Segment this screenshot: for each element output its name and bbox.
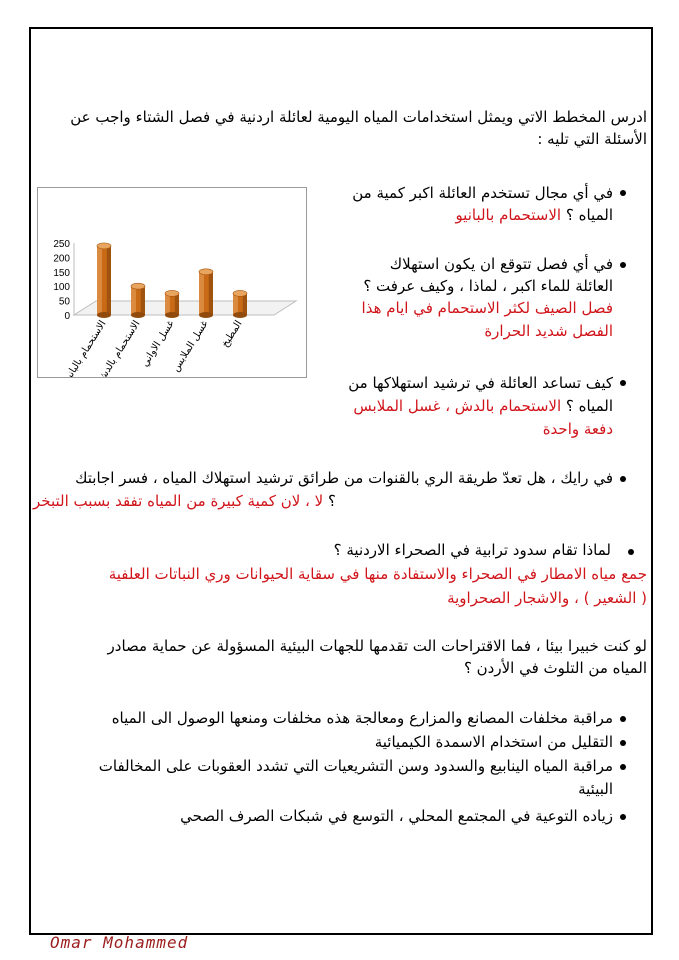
question-3-line-1: كيف تساعد العائلة في ترشيد استهلاكها من xyxy=(348,374,613,392)
suggestion-1: مراقبة مخلفات المصانع والمزارع ومعالجة هذه مخلفات ومنعها الوصول الى المياه xyxy=(111,709,613,727)
question-2-answer-line-1: فصل الصيف لكثر الاستحمام في ايام هذا xyxy=(361,299,613,317)
question-3-answer: الاستحمام بالدش ، غسل الملابس xyxy=(353,397,562,415)
question-1-text: المياه ؟ xyxy=(565,206,613,224)
y-tick-label-2: 100 xyxy=(53,282,70,294)
bar-chart xyxy=(37,187,307,378)
y-tick-label-4: 200 xyxy=(53,253,70,265)
x-tick-label-1: الاستحمام بالدش xyxy=(95,318,143,377)
y-tick-label-1: 50 xyxy=(58,296,70,308)
x-tick-label-3: غسل الملابس xyxy=(170,318,211,374)
bar-0 xyxy=(97,243,111,318)
bar-chart-svg xyxy=(38,188,306,377)
question-1-answer: الاستحمام بالبانيو xyxy=(455,206,562,224)
bar-2 xyxy=(165,290,179,318)
question-1-bullet xyxy=(620,190,626,196)
author-signature: Omar Mohammed xyxy=(50,933,189,952)
intro-line-2: الأسئلة التي تليه : xyxy=(537,130,647,148)
question-1-line-2 xyxy=(323,204,613,226)
question-3-answer-line-2: دفعة واحدة xyxy=(542,420,613,438)
question-2-line-1: في أي فصل تتوقع ان يكون استهلاك xyxy=(389,255,613,273)
suggestion-3-line-1: مراقبة المياه الينابيع والسدود وسن التشريعيات التي تشدد العقوبات على المخالفات xyxy=(98,757,613,775)
y-tick-label-5: 250 xyxy=(53,239,70,250)
question-1-line-1: في أي مجال تستخدم العائلة اكبر كمية من xyxy=(352,184,613,202)
question-4-line-1: في رايك ، هل تعدّ طريقة الري بالقنوات من طرائق ترشيد استهلاك المياه ، فسر اجابتك xyxy=(75,469,613,487)
question-3-text: المياه ؟ xyxy=(565,397,613,415)
suggestion-4-bullet xyxy=(620,814,626,820)
question-4-answer: لا ، لان كمية كبيرة من المياه تفقد بسبب التبخر xyxy=(33,492,324,510)
question-5-answer-line-2: ( الشعير ) ، والاشجار الصحراوية xyxy=(447,589,647,607)
expert-line-2: المياه من التلوث في الأردن ؟ xyxy=(463,659,647,677)
y-tick-label-3: 150 xyxy=(53,267,70,279)
suggestion-2: التقليل من استخدام الاسمدة الكيميائية xyxy=(374,733,613,751)
question-4-mark: ؟ xyxy=(327,492,336,510)
bar-4 xyxy=(233,290,247,318)
x-tick-label-4: المطبخ xyxy=(219,318,245,350)
x-tick-label-2: غسل الاواني xyxy=(139,318,177,369)
suggestion-1-bullet xyxy=(620,716,626,722)
question-4-bullet xyxy=(620,476,626,482)
suggestion-3-bullet xyxy=(620,764,626,770)
intro-line-1: ادرس المخطط الاتي ويمثل استخدامات المياه اليومية لعائلة اردنية في فصل الشتاء واجب عن xyxy=(70,108,647,126)
question-5-answer-line-1: جمع مياه الامطار في الصحراء والاستفادة منها في سقاية الحيوانات وري النباتات العلفية xyxy=(108,565,647,583)
suggestion-2-bullet xyxy=(620,740,626,746)
suggestion-3-line-2: البيئية xyxy=(578,780,613,798)
x-tick-label-0: الاستحمام بالبانيو xyxy=(61,318,109,377)
question-2-bullet xyxy=(620,262,626,268)
question-3-line-2 xyxy=(323,395,613,417)
bar-1 xyxy=(131,283,145,318)
question-5-line-1: لماذا تقام سدود ترابية في الصحراء الاردنية ؟ xyxy=(333,541,611,559)
question-2-answer-line-2: الفصل شديد الحرارة xyxy=(484,322,613,340)
question-2-line-2: العائلة للماء اكبر ، لماذا ، وكيف عرفت ؟ xyxy=(363,277,613,295)
suggestion-4: زياده التوعية في المجتمع المحلي ، التوسع في شبكات الصرف الصحي xyxy=(180,807,613,825)
question-4-line-2 xyxy=(33,490,613,512)
expert-line-1: لو كنت خبيرا بيئا ، فما الاقتراحات الت تقدمها للجهات البيئية المسؤولة عن حماية مصادر xyxy=(107,637,647,655)
y-tick-label-0: 0 xyxy=(64,311,70,322)
bar-3 xyxy=(199,269,213,318)
question-3-bullet xyxy=(620,380,626,386)
question-5-bullet xyxy=(628,549,634,555)
